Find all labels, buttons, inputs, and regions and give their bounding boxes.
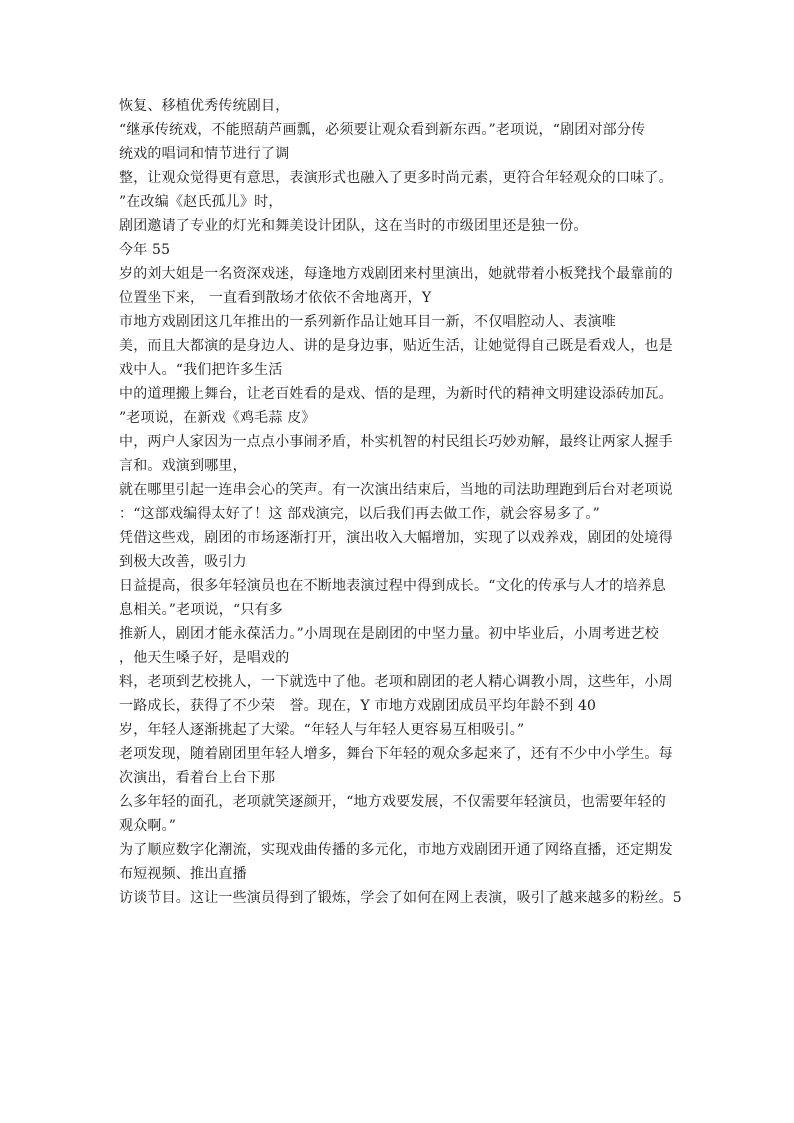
text-line: 推新人，剧团才能永葆活力。”小周现在是剧团的中坚力量。初中毕业后，小周考进艺校 (119, 626, 659, 642)
text-line: 位置坐下来， 一直看到散场才依依不舍地离开，Y (119, 290, 432, 306)
text-line: 市地方戏剧团这几年推出的一系列新作品让她耳目一新，不仅唱腔动人、表演唯 (119, 314, 616, 330)
text-line: ”老项说，在新戏《鸡毛蒜 皮》 (119, 410, 316, 426)
text-line: 岁，年轻人逐渐挑起了大梁。“年轻人与年轻人更容易互相吸引。” (119, 722, 525, 738)
text-line: 剧团邀请了专业的灯光和舞美设计团队，这在当时的市级团里还是独一份。 (119, 218, 588, 234)
text-line: 统戏的唱词和情节进行了调 (119, 146, 290, 162)
text-line: 凭借这些戏，剧团的市场逐渐打开，演出收入大幅增加，实现了以戏养戏，剧团的处境得 (119, 530, 673, 546)
text-line: ，他天生嗓子好，是唱戏的 (119, 650, 290, 666)
text-line: 访谈节目。这让一些演员得到了锻炼，学会了如何在网上表演，吸引了越来越多的粉丝。5 (119, 890, 682, 906)
text-line: 中的道理搬上舞台，让老百姓看的是戏、悟的是理，为新时代的精神文明建设添砖加瓦。 (119, 386, 673, 402)
text-line: 整，让观众觉得更有意思，表演形式也融入了更多时尚元素，更符合年轻观众的口味了。 (119, 170, 673, 186)
text-line: 料，老项到艺校挑人，一下就选中了他。老项和剧团的老人精心调教小周，这些年，小周 (119, 674, 673, 690)
text-line: 到极大改善，吸引力 (119, 554, 247, 570)
text-line: 中，两户人家因为一点点小事闹矛盾，朴实机智的村民组长巧妙劝解，最终让两家人握手 (119, 434, 673, 450)
text-line: ：“这部戏编得太好了！这 部戏演完，以后我们再去做工作，就会容易多了。” (119, 506, 600, 522)
article-body (119, 94, 681, 910)
text-line: 言和。戏演到哪里， (119, 458, 247, 474)
text-line: 一路成长，获得了不少荣 誉。现在，Y 市地方戏剧团成员平均年龄不到 40 (119, 698, 597, 714)
text-line: 恢复、移植优秀传统剧目， (119, 98, 290, 114)
text-line: 日益提高，很多年轻演员也在不断地表演过程中得到成长。“文化的传承与人才的培养息 (119, 578, 666, 594)
text-line: 么多年轻的面孔，老项就笑逐颜开，“地方戏要发展，不仅需要年轻演员，也需要年轻的 (119, 794, 666, 810)
text-line: 观众啊。” (119, 818, 177, 834)
text-line: 布短视频、推出直播 (119, 866, 247, 882)
text-line: 岁的刘大姐是一名资深戏迷，每逢地方戏剧团来村里演出，她就带着小板凳找个最靠前的 (119, 266, 673, 282)
text-line: 老项发现，随着剧团里年轻人增多，舞台下年轻的观众多起来了，还有不少中小学生。每 (119, 746, 673, 762)
text-line: “继承传统戏，不能照葫芦画瓢，必须要让观众看到新东西。”老项说，“剧团对部分传 (119, 122, 646, 138)
text-line: 息相关。”老项说，“只有多 (119, 602, 283, 618)
text-line: ”在改编《赵氏孤儿》时， (119, 194, 283, 210)
text-line: 为了顺应数字化潮流，实现戏曲传播的多元化，市地方戏剧团开通了网络直播，还定期发 (119, 842, 673, 858)
text-line: 戏中人。“我们把许多生活 (119, 362, 283, 378)
text-line: 今年 55 (119, 242, 171, 258)
text-line: 就在哪里引起一连串会心的笑声。有一次演出结束后，当地的司法助理跑到后台对老项说 (119, 482, 673, 498)
text-line: 次演出，看着台上台下那 (119, 770, 276, 786)
text-line: 美，而且大都演的是身边人、讲的是身边事，贴近生活，让她觉得自己既是看戏人，也是 (119, 338, 673, 354)
